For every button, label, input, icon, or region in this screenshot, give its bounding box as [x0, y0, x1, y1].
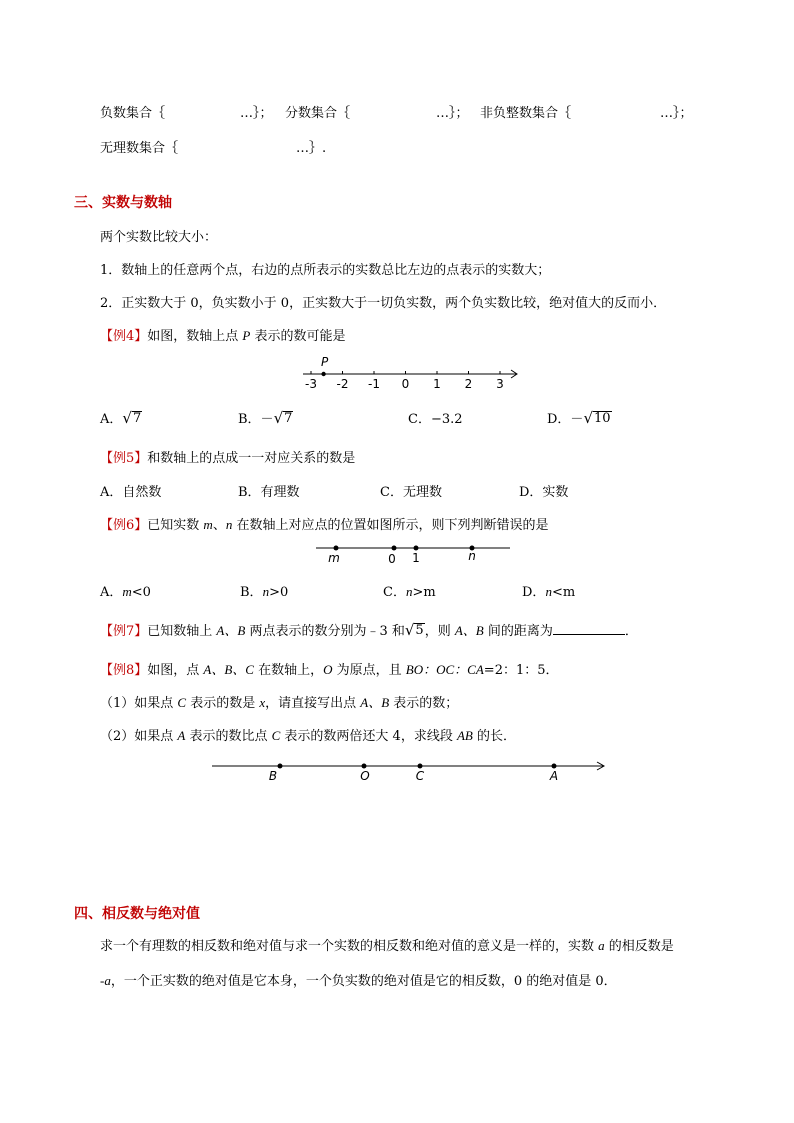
ex7-tag: 【例7】 [100, 624, 148, 639]
ex8-q2 [100, 725, 516, 744]
ex6-option-d [522, 581, 575, 600]
ex6-stem-pre: 已知实数 [147, 518, 204, 533]
ex4-tick-label: -3 [305, 377, 317, 391]
ex4-option-c [408, 408, 463, 427]
ex4-stem-post: 表示的数可能是 [250, 329, 346, 344]
ex4-tick-label: -2 [336, 377, 349, 391]
set-negative-end: …｝； [240, 106, 273, 121]
ex8-q1-post: 表示的数； [389, 696, 459, 711]
ex8-q1-mid2: ，请直接写出点 [265, 696, 361, 711]
set-irrational-end: …｝. [296, 141, 327, 156]
section4-p2-text: ，一个正实数的绝对值是它本身，一个负实数的绝对值是它的相反数，0 的绝对值是 0． [110, 974, 617, 989]
ex5-option-a: A．自然数 [100, 485, 162, 500]
ex6-option-c-var: n [405, 584, 413, 599]
ex5-option-c: C．无理数 [380, 485, 442, 500]
ex6-option-b-rest: >0 [269, 585, 289, 600]
ex8-stem-pts: A、B、C [203, 662, 254, 677]
ex7-stem-mid2: ，则 [424, 624, 455, 639]
ex8-q1-ab: A、B [360, 695, 390, 710]
ex6-option-c-rest: >m [412, 585, 436, 600]
ex8-point-c [418, 764, 423, 769]
ex7-stem-pre: 已知数轴上 [147, 624, 217, 639]
ex7-stem-end: ． [624, 624, 638, 639]
section3-rule1: 1．数轴上的任意两个点，右边的点所表示的实数总比左边的点表示的实数大； [100, 263, 551, 278]
ex8-q2-ab: AB [456, 728, 473, 743]
ex8-stem-mid: 在数轴上， [253, 663, 324, 678]
ex8-label-c: C [415, 769, 425, 783]
sqrt-icon: √ 5 [404, 621, 424, 639]
set-fraction-end: …｝； [436, 106, 469, 121]
ex4-option-d-label: D．－ [547, 412, 584, 427]
ex8-q2-a: A [177, 728, 186, 743]
section3-rule2: 2．正实数大于 0，负实数小于 0，正实数大于一切负实数，两个负实数比较，绝对值大的反而小． [100, 296, 667, 311]
ex6-label-m: m [328, 551, 340, 565]
ex8-stem-ratio-vars: BO：OC：CA [405, 662, 484, 677]
ex4-tick-label: 0 [401, 377, 410, 391]
ex4-point-p [321, 372, 325, 376]
ex4-option-a-rad: 7 [132, 411, 142, 426]
ex8-point-o [362, 764, 367, 769]
ex6-option-d-var: n [545, 584, 552, 599]
sqrt-icon: √ 7 [273, 409, 293, 427]
ex8-stem-pre: 如图，点 [147, 663, 204, 678]
ex4-stem-pre: 如图，数轴上点 [147, 329, 243, 344]
ex6-option-c-label: C． [383, 585, 406, 600]
section4-p2-var: -a [100, 973, 111, 988]
ex8-label-o: O [360, 769, 370, 783]
ex7-stem-points2: A、B [454, 623, 484, 638]
ex6-tag: 【例6】 [100, 518, 148, 533]
ex4-stem-var: P [242, 328, 251, 343]
ex4-number-line [295, 352, 525, 394]
ex5-stem [100, 447, 355, 466]
sqrt-icon: √ 10 [583, 409, 611, 427]
ex8-label-b: B [268, 769, 278, 783]
section4-title: 四、相反数与绝对值 [74, 906, 200, 922]
set-negative [100, 102, 165, 121]
sqrt-icon: √ 7 [122, 409, 142, 427]
ex7-stem-points: A、B [216, 623, 246, 638]
ex8-q2-mid2: 表示的数两倍还大 4，求线段 [280, 729, 457, 744]
ex4-option-d-rad: 10 [594, 411, 611, 426]
ex6-option-c [383, 581, 436, 600]
ex7-stem-rad: 5 [415, 623, 424, 638]
ex8-q1-c: C [177, 695, 187, 710]
ex8-stem-o: O [323, 662, 333, 677]
ex6-label-one: 1 [412, 551, 420, 565]
ex4-tick-label: 1 [433, 377, 441, 391]
ex6-option-d-rest: <m [551, 585, 576, 600]
ex4-option-b [238, 408, 293, 427]
ex8-stem-mid2: 为原点，且 [332, 663, 406, 678]
section3-title: 三、实数与数轴 [74, 195, 172, 211]
ex8-q1-mid: 表示的数是 [186, 696, 260, 711]
ex4-tick-label: 2 [464, 377, 473, 391]
set-fraction-label: 分数集合｛ [285, 106, 351, 121]
ex6-option-b-var: n [262, 584, 270, 599]
ex5-tag: 【例5】 [100, 451, 148, 466]
ex6-stem-post: 在数轴上对应点的位置如图所示，则下列判断错误的是 [232, 518, 549, 533]
ex4-tick-label: 3 [496, 377, 504, 391]
ex4-option-c-label: C． [408, 412, 431, 427]
ex6-option-b [240, 581, 288, 600]
ex7-stem [100, 620, 638, 639]
section4-p1 [100, 935, 674, 954]
ex4-option-b-rad: 7 [284, 411, 293, 426]
ex8-point-b [278, 764, 283, 769]
section4-p1-post: 的相反数是 [604, 939, 674, 954]
ex8-number-line [208, 755, 608, 785]
ex8-q2-pre: （2）如果点 [100, 729, 178, 744]
ex8-stem [100, 659, 559, 678]
ex7-stem-post: 间的距离为 [483, 624, 553, 639]
ex8-stem-ratio-vals: =2：1：5． [483, 663, 559, 678]
ex5-option-d: D．实数 [519, 485, 569, 500]
ex6-option-a-label: A． [100, 585, 123, 600]
ex6-point-zero [392, 546, 397, 551]
ex4-point-label: P [320, 355, 329, 369]
ex6-option-d-label: D． [522, 585, 546, 600]
ex6-point-m [334, 546, 339, 551]
ex6-label-zero: 0 [388, 552, 396, 566]
ex4-option-a-label: A． [100, 412, 123, 427]
ex8-label-a: A [549, 769, 559, 783]
ex7-stem-mid: 两点表示的数分别为﹣3 和 [245, 624, 405, 639]
section3-intro: 两个实数比较大小： [100, 230, 218, 245]
ex4-option-b-label: B．－ [238, 412, 274, 427]
ex6-stem [100, 514, 548, 533]
ex6-stem-sep: 、 [212, 518, 226, 533]
ex8-q2-c: C [271, 728, 281, 743]
ex6-option-a-var: m [122, 584, 132, 599]
ex4-option-a [100, 408, 142, 427]
section4-p1-var: a [598, 938, 605, 953]
ex8-q1-x: x [259, 695, 266, 710]
ex4-tag: 【例4】 [100, 329, 148, 344]
ex5-stem-text: 和数轴上的点成一一对应关系的数是 [147, 451, 356, 466]
section4-p1-text: 求一个有理数的相反数和绝对值与求一个实数的相反数和绝对值的意义是一样的，实数 [100, 939, 599, 954]
ex8-q1-pre: （1）如果点 [100, 696, 178, 711]
ex7-answer-blank[interactable] [553, 622, 625, 635]
section4-p2 [100, 970, 617, 989]
set-nonneg-label: 非负整数集合｛ [480, 106, 572, 121]
ex8-q1 [100, 692, 458, 711]
ex8-q2-mid: 表示的数比点 [185, 729, 272, 744]
ex4-stem [100, 325, 346, 344]
ex6-option-b-label: B． [240, 585, 263, 600]
ex4-option-d [547, 408, 612, 427]
ex6-option-a [100, 581, 151, 600]
ex8-q2-post: 的长． [472, 729, 516, 744]
ex6-stem-n: n [225, 517, 233, 532]
ex6-stem-m: m [203, 517, 213, 532]
set-nonneg-end: …｝； [660, 106, 693, 121]
ex4-option-c-text: −3.2 [430, 412, 463, 427]
ex6-label-n: n [468, 549, 476, 563]
ex8-tag: 【例8】 [100, 663, 148, 678]
ex6-number-line [310, 538, 520, 568]
ex5-option-b: B．有理数 [238, 485, 300, 500]
ex8-point-a [552, 764, 557, 769]
ex6-option-a-rest: <0 [131, 585, 151, 600]
set-irrational-label: 无理数集合｛ [100, 141, 179, 156]
ex6-point-one [414, 546, 419, 551]
set-negative-label: 负数集合｛ [100, 106, 166, 121]
ex4-tick-label: -1 [368, 377, 380, 391]
